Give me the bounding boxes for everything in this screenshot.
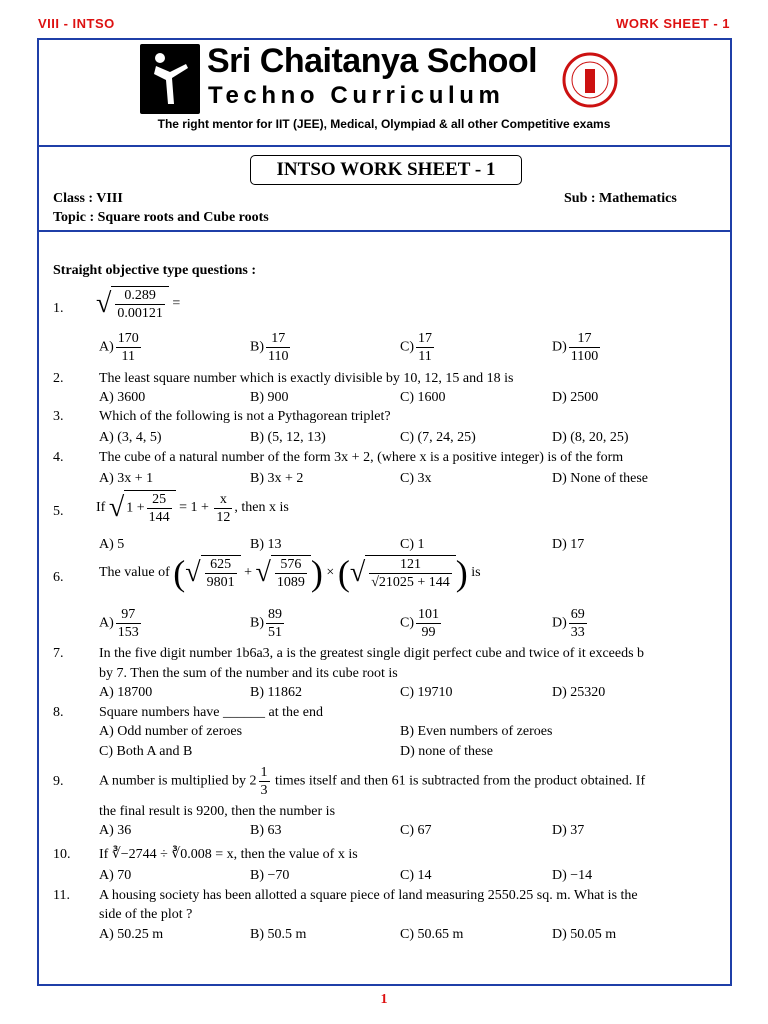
option[interactable]: B) Even numbers of zeroes: [400, 724, 553, 739]
option[interactable]: A) $\frac{97}{153}$: [99, 607, 139, 640]
option[interactable]: B) $\frac{17}{110}$: [250, 331, 289, 364]
option[interactable]: A) 50.25 m: [99, 927, 164, 942]
option[interactable]: B) −70: [250, 868, 290, 883]
option[interactable]: D) −14: [552, 868, 593, 883]
option[interactable]: B) 11862: [250, 685, 302, 700]
option[interactable]: D) 17: [552, 537, 585, 552]
option[interactable]: A) 70: [99, 868, 132, 883]
header-left: VIII - INTSO: [38, 16, 115, 31]
option[interactable]: C) 14: [400, 868, 432, 883]
option[interactable]: D) 25320: [552, 685, 606, 700]
question-text: A housing society has been allotted a square piece of land measuring 2550.25 sq. m. What is the: [99, 888, 638, 903]
question-text: Square numbers have ______ at the end: [99, 705, 323, 720]
option[interactable]: B) 13: [250, 537, 282, 552]
divider: [37, 145, 732, 147]
page-title: INTSO WORK SHEET - 1: [250, 155, 522, 185]
option[interactable]: C) 50.65 m: [400, 927, 464, 942]
subject-label: Sub : Mathematics: [564, 191, 677, 206]
option[interactable]: A) 36: [99, 823, 132, 838]
option[interactable]: A) 3x + 1: [99, 471, 154, 486]
page-number: 1: [380, 992, 388, 1007]
option[interactable]: C) 1: [400, 537, 425, 552]
question-number: 1.: [53, 301, 64, 316]
question-number: 8.: [53, 705, 64, 720]
question-number: 5.: [53, 504, 64, 519]
option[interactable]: D) 50.05 m: [552, 927, 617, 942]
option[interactable]: C) 1600: [400, 390, 446, 405]
question-number: 10.: [53, 847, 71, 862]
option[interactable]: C) 3x: [400, 471, 432, 486]
logo-icon: [140, 44, 200, 114]
q1-expression: √ $\frac{0.289}{0.00121}$ =: [96, 288, 181, 321]
question-text: the final result is 9200, then the number is: [99, 804, 336, 819]
option[interactable]: C) 19710: [400, 685, 453, 700]
question-number: 9.: [53, 774, 64, 789]
question-number: 2.: [53, 371, 64, 386]
badge-icon: [562, 52, 618, 108]
divider: [37, 230, 732, 232]
option[interactable]: A) 5: [99, 537, 125, 552]
option[interactable]: D) none of these: [400, 744, 493, 759]
option[interactable]: A) $\frac{170}{11}$: [99, 331, 139, 364]
section-heading: Straight objective type questions :: [53, 263, 256, 278]
tagline: The right mentor for IIT (JEE), Medical, Olympiad & all other Competitive exams: [157, 117, 611, 131]
option[interactable]: C) (7, 24, 25): [400, 430, 476, 445]
option[interactable]: C) 67: [400, 823, 432, 838]
q5-expression: If √ 1 + $\frac{25}{144}$ = 1 + $\frac{x}{12}$ , then x is: [96, 491, 289, 525]
question-number: 6.: [53, 570, 64, 585]
option[interactable]: B) 63: [250, 823, 282, 838]
brand-subtitle: Techno Curriculum: [208, 82, 505, 109]
topic-label: Topic : Square roots and Cube roots: [53, 210, 269, 225]
option[interactable]: B) 50.5 m: [250, 927, 307, 942]
option[interactable]: D) None of these: [552, 471, 649, 486]
question-number: 7.: [53, 646, 64, 661]
option[interactable]: B) 3x + 2: [250, 471, 304, 486]
class-label: Class : VIII: [53, 191, 123, 206]
brand-name: Sri Chaitanya School: [207, 42, 538, 80]
question-text: side of the plot ?: [99, 907, 193, 922]
question-text: by 7. Then the sum of the number and its cube root is: [99, 666, 398, 681]
option[interactable]: B) (5, 12, 13): [250, 430, 326, 445]
option[interactable]: D) 2500: [552, 390, 599, 405]
option[interactable]: C) Both A and B: [99, 744, 193, 759]
question-text: A number is multiplied by 2 $\frac{1}{3}$ times itself and then 61 is subtracted from the product obtained. If: [99, 765, 646, 798]
question-number: 3.: [53, 409, 64, 424]
option[interactable]: B) 900: [250, 390, 289, 405]
option[interactable]: A) 3600: [99, 390, 146, 405]
question-text: The cube of a natural number of the form 3x + 2, (where x is a positive integer) is of the form: [99, 450, 624, 465]
question-text: If ∛−2744 ÷ ∛0.008 = x, then the value of x is: [99, 847, 358, 862]
question-text: In the five digit number 1b6a3, a is the greatest single digit perfect cube and twice of it exceeds b: [99, 646, 645, 661]
question-number: 4.: [53, 450, 64, 465]
option[interactable]: B) $\frac{89}{51}$: [250, 607, 282, 640]
option[interactable]: D) (8, 20, 25): [552, 430, 629, 445]
option[interactable]: A) Odd number of zeroes: [99, 724, 243, 739]
option[interactable]: D) $\frac{17}{1100}$: [552, 331, 599, 364]
option[interactable]: A) (3, 4, 5): [99, 430, 162, 445]
option[interactable]: C) $\frac{101}{99}$: [400, 607, 439, 640]
header-right: WORK SHEET - 1: [616, 16, 730, 31]
question-number: 11.: [53, 888, 70, 903]
q6-expression: The value of (√ $\frac{625}{9801}$ + √ $\frac{576}{1089}$ ) × (√ $\frac{121}{√21025 + 144}$ ) is: [99, 553, 481, 593]
option[interactable]: A) 18700: [99, 685, 153, 700]
option[interactable]: C) $\frac{17}{11}$: [400, 331, 432, 364]
question-text: Which of the following is not a Pythagorean triplet?: [99, 409, 391, 424]
option[interactable]: D) 37: [552, 823, 585, 838]
option[interactable]: D) $\frac{69}{33}$: [552, 607, 585, 640]
question-text: The least square number which is exactly divisible by 10, 12, 15 and 18 is: [99, 371, 514, 386]
